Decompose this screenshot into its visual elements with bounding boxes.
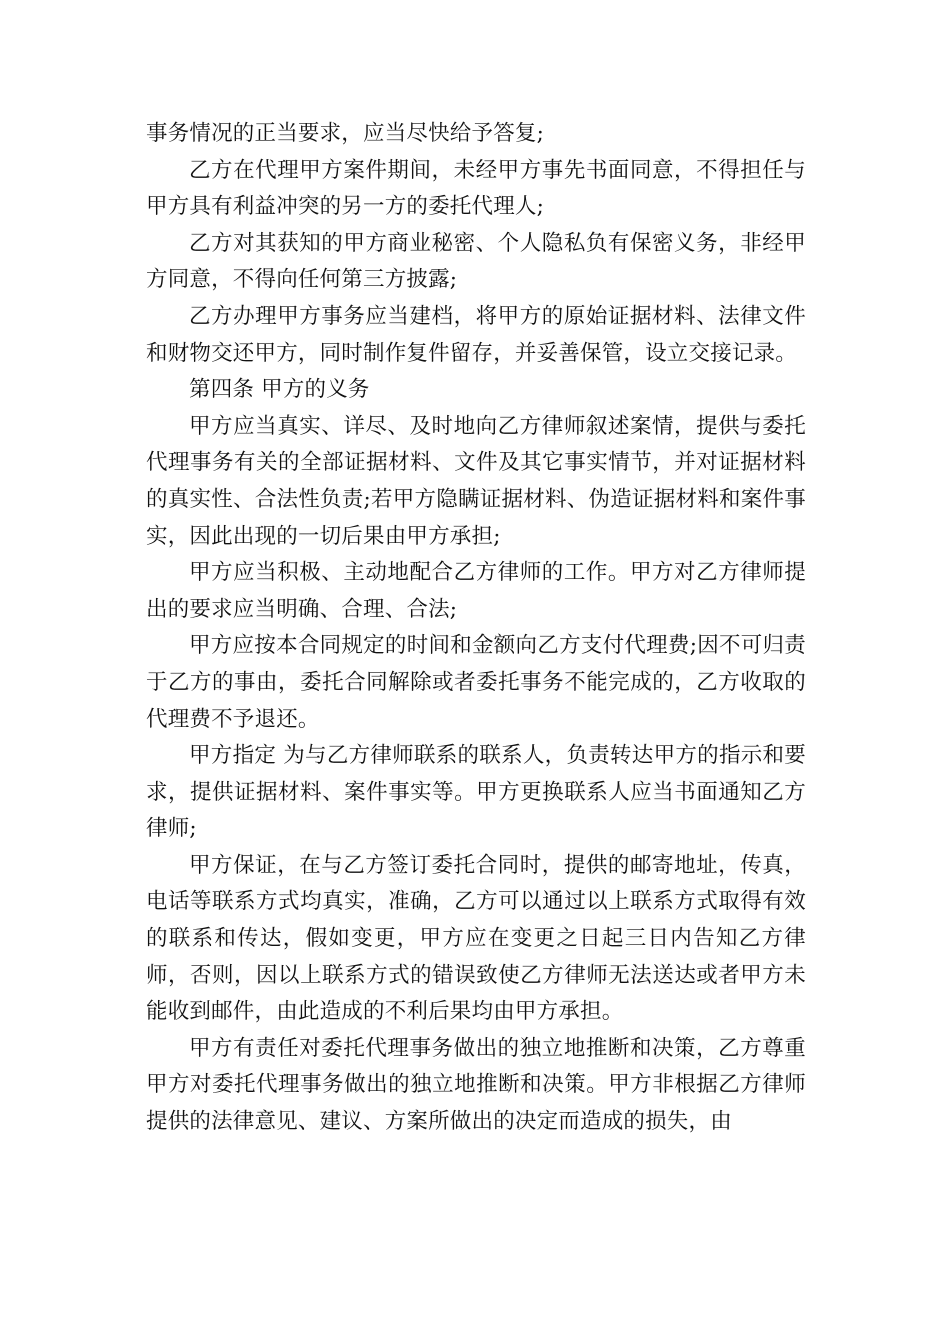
paragraph-payment: 甲方应按本合同规定的时间和金额向乙方支付代理费;因不可归责于乙方的事由，委托合同解除或者委托事务不能完成的，乙方收取的代理费不予退还。 — [146, 633, 806, 732]
paragraph-independent-decision: 甲方有责任对委托代理事务做出的独立地推断和决策，乙方尊重甲方对委托代理事务做出的独立地推断和决策。甲方非根据乙方律师提供的法律意见、建议、方案所做出的决定而造成的损失，由 — [146, 1035, 806, 1135]
paragraph-cooperation: 甲方应当积极、主动地配合乙方律师的工作。甲方对乙方律师提出的要求应当明确、合理、合法; — [146, 560, 806, 622]
section-heading-article-4: 第四条 甲方的义务 — [189, 377, 370, 403]
paragraph-archiving: 乙方办理甲方事务应当建档，将甲方的原始证据材料、法律文件和财物交还甲方，同时制作复件留存，并妥善保管，设立交接记录。 — [146, 303, 806, 366]
paragraph-confidentiality: 乙方对其获知的甲方商业秘密、个人隐私负有保密义务，非经甲方同意，不得向任何第三方披露; — [146, 230, 806, 293]
document-body — [146, 116, 806, 1141]
paragraph-contact-person: 甲方指定 为与乙方律师联系的联系人，负责转达甲方的指示和要求，提供证据材料、案件事实等。甲方更换联系人应当书面通知乙方律师; — [146, 743, 806, 842]
paragraph-conflict-of-interest: 乙方在代理甲方案件期间，未经甲方事先书面同意，不得担任与甲方具有利益冲突的另一方的委托代理人; — [146, 157, 806, 220]
paragraph-continuation: 事务情况的正当要求，应当尽快给予答复; — [146, 121, 545, 146]
paragraph-truthful-disclosure: 甲方应当真实、详尽、及时地向乙方律师叙述案情，提供与委托代理事务有关的全部证据材料、文件及其它事实情节，并对证据材料的真实性、合法性负责;若甲方隐瞒证据材料、伪造证据材料和案件事实，因此出现的一切后果由甲方承担; — [146, 413, 806, 549]
paragraph-contact-info-guarantee: 甲方保证，在与乙方签订委托合同时，提供的邮寄地址，传真，电话等联系方式均真实，准确，乙方可以通过以上联系方式取得有效的联系和传达，假如变更，甲方应在变更之日起三日内告知乙方律师，否则，因以上联系方式的错误致使乙方律师无法送达或者甲方未能收到邮件，由此造成的不利后果均由甲方承担。 — [146, 852, 806, 1025]
